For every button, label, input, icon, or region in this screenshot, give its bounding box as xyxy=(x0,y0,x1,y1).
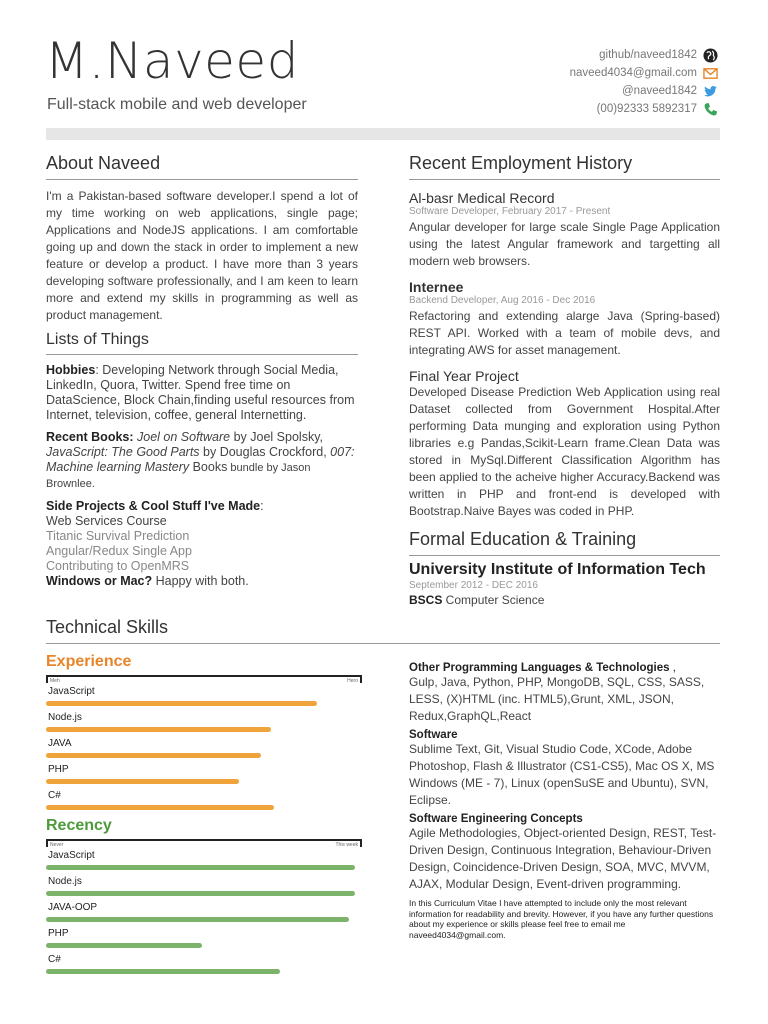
mail-icon xyxy=(703,66,718,81)
hobbies xyxy=(46,363,358,423)
skill-name: JavaScript xyxy=(48,850,95,861)
hobbies-text: : Developing Network through Social Media, LinkedIn, Quora, Twitter. Spend free time on DataScience, Block Chain,finding useful resources from Internet, television, coffee, general Internetting. xyxy=(46,363,355,422)
os-label: Windows or Mac? xyxy=(46,574,153,588)
skill-name: C# xyxy=(48,954,61,965)
skill-row xyxy=(46,928,366,954)
degree-text: Computer Science xyxy=(442,593,545,607)
phone-icon xyxy=(703,102,718,117)
skill-bar xyxy=(46,753,261,758)
skill-row xyxy=(46,954,366,980)
lists-section xyxy=(46,331,358,589)
skill-row xyxy=(46,686,366,712)
experience-scale-max: Hero xyxy=(347,678,358,684)
skill-bar xyxy=(46,917,349,922)
skills-rule xyxy=(46,643,720,644)
langs-title-suffix: , xyxy=(669,662,676,674)
degree-label: BSCS xyxy=(409,593,443,607)
experience-chart xyxy=(46,653,366,813)
project-item: Web Services Course xyxy=(46,514,167,528)
contact-twitter-text[interactable]: @naveed1842 xyxy=(622,85,697,97)
skills-title: Technical Skills xyxy=(46,617,169,637)
about-text: I'm a Pakistan-based software developer.I spend a lot of my time working on web applications, single page; Applications and NodeJS applications. I am comfortable going up and down the stack in order to implement a new feature or develop a product. I have more than 3 years developing software professionally, and I am keen to learn more and extend my skills in programming as well as product management. xyxy=(46,189,358,322)
job-subtitle: Backend Developer, Aug 2016 - Dec 2016 xyxy=(409,295,596,306)
job-title: Internee xyxy=(409,279,464,295)
contact-list xyxy=(570,46,718,118)
book-2: JavaScript: The Good Parts xyxy=(46,445,200,459)
skill-name: JAVA-OOP xyxy=(48,902,98,913)
skill-bar xyxy=(46,779,239,784)
books-label: Recent Books: xyxy=(46,430,134,444)
projects-colon: : xyxy=(260,499,264,513)
se-title: Software Engineering Concepts xyxy=(409,813,583,825)
project-item: Contributing to OpenMRS xyxy=(46,559,190,573)
job-description: Developed Disease Prediction Web Application using real Dataset collected from Government Hospital.After performing Data munging and exploration using Python libraries e.g Pandas,Scikit-Learn frame.Clean Data was stored in MySql.Different Classification Algorithm has been applied to the acheive higher Accuracy.Backend was written in PHP and front-end is developed with Bootstrap.Naive Bayes was coded in PHP. xyxy=(409,385,720,518)
langs-text: Gulp, Java, Python, PHP, MongoDB, SQL, CSS, SASS, LESS, (X)HTML (inc. HTML5),Grunt, XML, JSON, Redux,GraphQL,React xyxy=(409,675,705,723)
contact-github-text[interactable]: github/naveed1842 xyxy=(599,49,697,61)
twitter-icon xyxy=(703,84,718,99)
closing-note: In this Curriculum Vitae I have attempted to include only the most relevant information for readability and brevity. However, if you have any further questions about my experience or skills please feel free to email me naveed4034@gmail.com. xyxy=(409,898,714,940)
header-divider-bar xyxy=(46,128,720,140)
book-1-author: by Joel Spolsky, xyxy=(230,430,323,444)
skill-row xyxy=(46,764,366,790)
skill-bar xyxy=(46,865,355,870)
skill-bar xyxy=(46,943,202,948)
job-item xyxy=(409,279,720,359)
school-name: University Institute of Information Tech xyxy=(409,561,706,578)
skill-name: PHP xyxy=(48,928,69,939)
os-text: Happy with both. xyxy=(152,574,249,588)
book-1: Joel on Software xyxy=(137,430,231,444)
lists-title: Lists of Things xyxy=(46,331,149,348)
contact-email[interactable] xyxy=(570,64,718,82)
skill-name: PHP xyxy=(48,764,69,775)
software-text: Sublime Text, Git, Visual Studio Code, XCode, Adobe Photoshop, Flash & Illustrator (CS1-CS5), Mac OS X, MS Windows (ME - 7), Linux (openSuSE and Ubuntu), SVN, Eclipse. xyxy=(409,742,715,807)
contact-github[interactable] xyxy=(570,46,718,64)
recency-scale-max: This week xyxy=(335,842,358,848)
employment-section xyxy=(409,153,720,520)
side-projects xyxy=(46,499,358,589)
globe-icon xyxy=(703,48,718,63)
employment-title: Recent Employment History xyxy=(409,153,633,173)
recency-title: Recency xyxy=(46,817,112,834)
employment-rule xyxy=(409,179,720,180)
education-rule xyxy=(409,555,720,556)
skill-row xyxy=(46,876,366,902)
about-title: About Naveed xyxy=(46,153,161,173)
lists-rule xyxy=(46,354,358,355)
skill-name: Node.js xyxy=(48,712,82,723)
experience-scale-min: Meh xyxy=(50,678,60,684)
job-description: Angular developer for large scale Single Page Application using the latest Angular framework and targetting all modern web browsers. xyxy=(409,220,720,268)
skill-row xyxy=(46,738,366,764)
projects-label: Side Projects & Cool Stuff I've Made xyxy=(46,499,261,513)
recency-scale-min: Never xyxy=(50,842,64,848)
skill-bar xyxy=(46,805,274,810)
book-3-author: bundle by Jason Brownlee. xyxy=(46,462,311,490)
education-dates: September 2012 - DEC 2016 xyxy=(409,580,538,591)
other-skills xyxy=(409,662,720,940)
langs-title xyxy=(409,662,720,674)
se-text: Agile Methodologies, Object-oriented Design, REST, Test-Driven Design, Continuous Integration, Behaviour-Driven Design, Coincidence-Driven Design, SOA, MVC, MVVM, AJAX, Modular Design, Event-driven programming. xyxy=(409,826,717,891)
experience-title: Experience xyxy=(46,653,132,670)
skill-name: Node.js xyxy=(48,876,82,887)
job-description: Refactoring and extending alarge Java (Spring-based) REST API. Worked with a team of mobile devs, and integrating AWS for asset management. xyxy=(409,309,720,357)
skills-section xyxy=(46,617,720,644)
job-item xyxy=(409,368,720,520)
skill-bar xyxy=(46,701,317,706)
tagline: Full-stack mobile and web developer xyxy=(47,96,307,113)
skill-name: JAVA xyxy=(48,738,72,749)
contact-phone-text[interactable]: (00)92333 5892317 xyxy=(596,103,697,115)
project-item: Titanic Survival Prediction xyxy=(46,529,190,543)
software-title: Software xyxy=(409,729,458,741)
skill-name: JavaScript xyxy=(48,686,95,697)
job-title: Final Year Project xyxy=(409,368,519,384)
recency-chart xyxy=(46,817,366,977)
book-3-suffix: Books xyxy=(189,460,228,474)
about-rule xyxy=(46,179,358,180)
job-subtitle: Software Developer, February 2017 - Present xyxy=(409,206,611,217)
person-name: M.Naveed xyxy=(45,32,299,90)
skill-bar xyxy=(46,891,355,896)
job-item xyxy=(409,190,720,270)
skill-bar xyxy=(46,969,280,974)
contact-phone[interactable] xyxy=(570,100,718,118)
skill-row xyxy=(46,790,366,816)
skill-row xyxy=(46,902,366,928)
education-title: Formal Education & Training xyxy=(409,529,637,549)
skill-row xyxy=(46,850,366,876)
skill-name: C# xyxy=(48,790,61,801)
job-title: Al-basr Medical Record xyxy=(409,190,555,206)
book-3: 007: Machine learning Mastery xyxy=(46,445,355,474)
contact-email-text[interactable]: naveed4034@gmail.com xyxy=(569,67,697,79)
book-2-author: by Douglas Crockford, xyxy=(199,445,327,459)
experience-scale xyxy=(46,675,362,683)
degree xyxy=(409,592,720,609)
about-section xyxy=(46,153,358,324)
hobbies-label: Hobbies xyxy=(46,363,96,377)
skill-bar xyxy=(46,727,271,732)
recency-scale xyxy=(46,839,362,847)
contact-twitter[interactable] xyxy=(570,82,718,100)
project-item: Angular/Redux Single App xyxy=(46,544,192,558)
langs-title-text: Other Programming Languages & Technologies xyxy=(409,662,670,674)
education-section xyxy=(409,529,720,609)
skill-row xyxy=(46,712,366,738)
recent-books xyxy=(46,430,358,492)
